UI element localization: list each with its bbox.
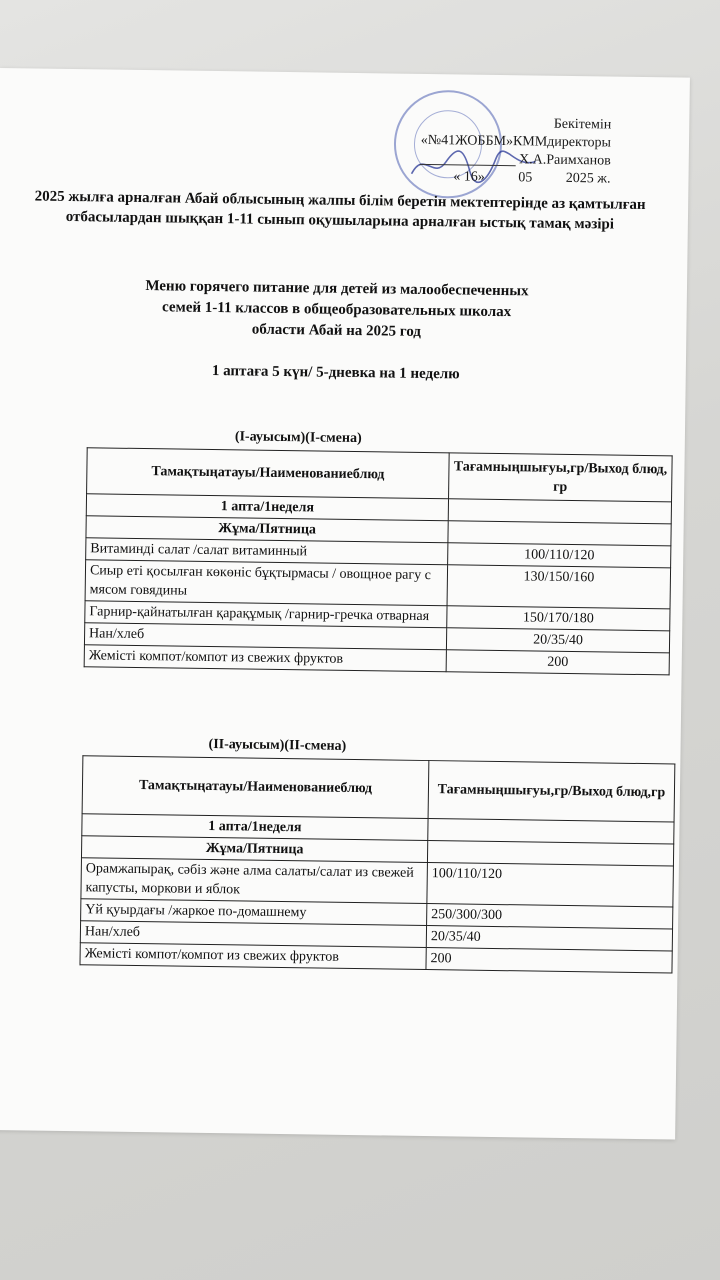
header-yield: Тағамныңшығуы,гр/Выход блюд, гр [449,453,673,502]
dish-name: Нан/хлеб [84,623,446,650]
dish-name: Жемісті компот/компот из свежих фруктов [80,943,426,970]
week-label: 1 апта/1неделя [82,814,428,841]
dish-name: Жемісті компот/компот из свежих фруктов [84,645,446,672]
header-dish-name: Тамақтыңатауы/Наименованиеблюд [82,756,429,819]
approval-school: «№41ЖОББМ»КММдиректоры [420,132,612,151]
empty-cell [448,521,671,546]
approval-date-open: « [453,169,461,185]
dish-name: Нан/хлеб [80,921,426,948]
approval-date-day: 16» [463,169,485,185]
dish-name: Орамжапырақ, сәбіз және алма салаты/салат из свежей капусты, моркови и яблок [81,858,428,904]
dish-yield: 100/110/120 [427,863,674,907]
day-label: Жұма/Пятница [86,516,448,543]
title-russian-line-2: семей 1-11 классов в общеобразовательных школах [161,299,512,321]
dish-yield: 20/35/40 [446,628,669,653]
dish-name: Сиыр еті қосылған көкөніс бұқтырмасы / овощное рагу с мясом говядины [85,560,448,606]
approval-heading: Бекітемін [553,116,612,133]
dish-yield: 20/35/40 [426,926,672,951]
document-page [0,68,690,1140]
approval-director-name: Х.А.Раимханов [518,152,611,169]
header-yield: Тағамныңшығуы,гр/Выход блюд,гр [428,761,675,822]
dish-yield: 200 [446,650,669,675]
approval-block [360,113,611,188]
dish-yield: 200 [426,948,672,973]
dish-name: Витаминді салат /салат витаминный [86,538,448,565]
dish-yield: 130/150/160 [447,565,671,609]
header-dish-name: Тамақтыңатауы/Наименованиеблюд [87,448,450,499]
title-russian [56,275,617,346]
empty-cell [448,499,671,524]
week-label: 1 апта/1неделя [86,494,448,521]
dish-yield: 250/300/300 [427,904,673,929]
shift1-table [84,447,673,675]
approval-date-line [360,167,610,188]
dish-yield: 150/170/180 [447,606,670,631]
signature-line [419,152,515,166]
table-header-row [87,448,673,502]
title-kazakh: 2025 жылға арналған Абай облысының жалпы білім беретін мектептерінде аз қамтылған отбасылардан шыққан 1-11 сынып оқушыларына арналған ыстық тамақ мәзірі [34,188,646,233]
table-header-row [82,756,675,822]
dish-name: Гарнир-қайнатылған қарақұмық /гарнир-гречка отварная [85,601,447,628]
dish-yield: 100/110/120 [448,543,671,568]
title-russian-line-1: Меню горячего питание для детей из малообеспеченных [145,278,529,300]
shift2-title: (ІІ-ауысым)(ІІ-смена) [208,736,347,754]
approval-date-month: 05 [518,170,533,186]
title-russian-line-3: области Абай на 2025 год [251,321,422,340]
approval-date-year: 2025 ж. [565,170,611,187]
days-per-week: 1 аптаға 5 күн/ 5-дневка на 1 неделю [211,362,460,383]
shift1-title: (І-ауысым)(І-смена) [234,429,362,447]
day-label: Жұма/Пятница [81,836,427,863]
shift2-table [79,755,675,973]
dish-name: Үй қуырдағы /жаркое по-домашнему [81,899,427,926]
